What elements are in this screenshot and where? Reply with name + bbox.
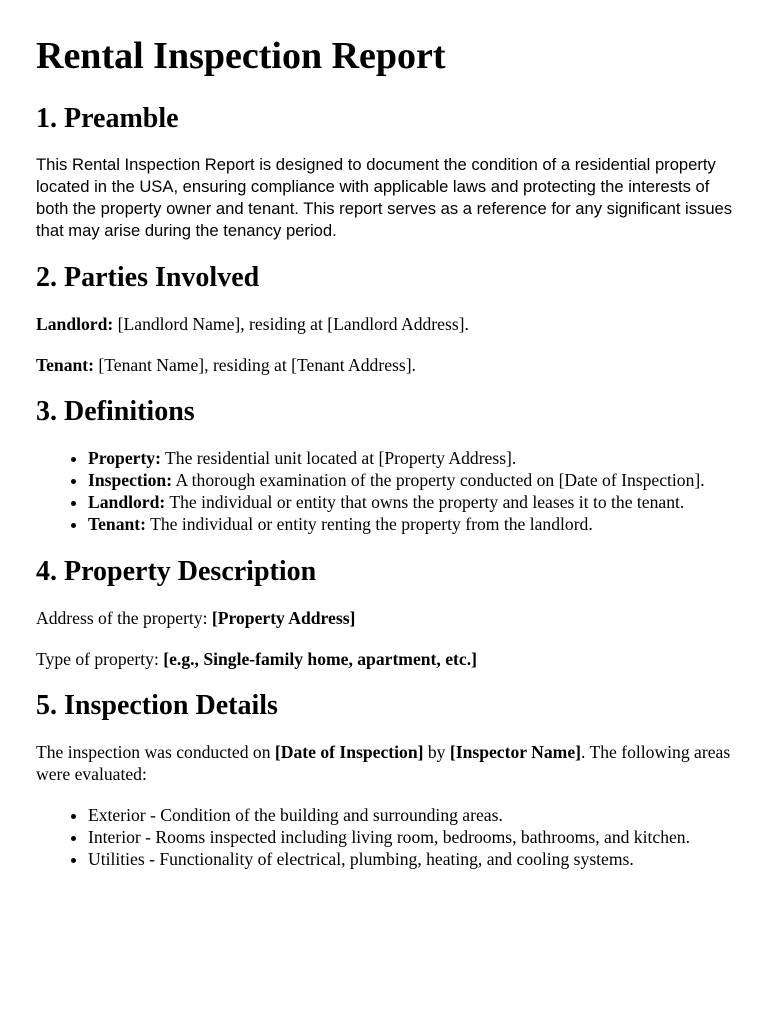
inspection-intro-text: by xyxy=(423,742,450,762)
property-type-value: [e.g., Single-family home, apartment, etc.] xyxy=(163,649,477,669)
section-definitions xyxy=(36,395,734,535)
section-heading: 2. Parties Involved xyxy=(36,262,260,293)
list-item xyxy=(88,469,734,491)
section-heading: 1. Preamble xyxy=(36,103,179,134)
definition-text: The individual or entity that owns the property and leases it to the tenant. xyxy=(165,492,685,512)
section-inspection xyxy=(36,689,734,870)
list-item: • Interior - Rooms inspected including living room, bedrooms, bathrooms, and kitchen. xyxy=(88,826,734,848)
definition-text: The individual or entity renting the property from the landlord. xyxy=(146,514,593,534)
inspection-date: [Date of Inspection] xyxy=(274,742,424,762)
section-heading: 4. Property Description xyxy=(36,556,317,587)
landlord-text: [Landlord Name], residing at [Landlord Address]. xyxy=(113,314,469,334)
list-item: • Exterior - Condition of the building and surrounding areas. xyxy=(88,804,734,826)
list-item: • Utilities - Functionality of electrical, plumbing, heating, and cooling systems. xyxy=(88,848,734,870)
inspection-intro-text: The inspection was conducted on xyxy=(36,742,275,762)
definition-term: Inspection: xyxy=(88,470,173,490)
document-title: Rental Inspection Report xyxy=(36,35,446,77)
property-address-label: Address of the property: xyxy=(36,608,212,628)
definition-text: The residential unit located at [Property Address]. xyxy=(160,448,517,468)
section-parties xyxy=(36,261,734,376)
definition-term: Landlord: xyxy=(88,492,166,512)
inspection-intro xyxy=(36,741,734,785)
tenant-line xyxy=(36,354,734,376)
property-address-value: [Property Address] xyxy=(211,608,356,628)
property-type-line xyxy=(36,648,734,670)
tenant-text: [Tenant Name], residing at [Tenant Address]. xyxy=(94,355,416,375)
landlord-line xyxy=(36,313,734,335)
section-heading: 3. Definitions xyxy=(36,396,195,427)
section-heading: 5. Inspection Details xyxy=(36,690,278,721)
section-property xyxy=(36,555,734,670)
property-type-label: Type of property: xyxy=(36,649,164,669)
landlord-label: Landlord: xyxy=(36,314,114,334)
tenant-label: Tenant: xyxy=(36,355,95,375)
definition-text: A thorough examination of the property conducted on [Date of Inspection]. xyxy=(172,470,705,490)
section-preamble xyxy=(36,102,734,242)
inspector-name: [Inspector Name] xyxy=(449,742,581,762)
inspection-areas-list xyxy=(36,804,734,870)
list-item xyxy=(88,491,734,513)
definition-term: Tenant: xyxy=(88,514,147,534)
property-address-line xyxy=(36,607,734,629)
list-item xyxy=(88,447,734,469)
inspection-intro-text: . The following areas were evaluated: xyxy=(36,742,731,784)
definitions-list xyxy=(36,447,734,535)
definition-term: Property: xyxy=(88,448,161,468)
list-item xyxy=(88,513,734,535)
preamble-text: This Rental Inspection Report is designed to document the condition of a residential property located in the USA, ensuring compliance with applicable laws and protecting the interests of both the property owner and tenant. This report serves as a reference for any significant issues that may arise during the tenancy period. xyxy=(36,155,733,240)
